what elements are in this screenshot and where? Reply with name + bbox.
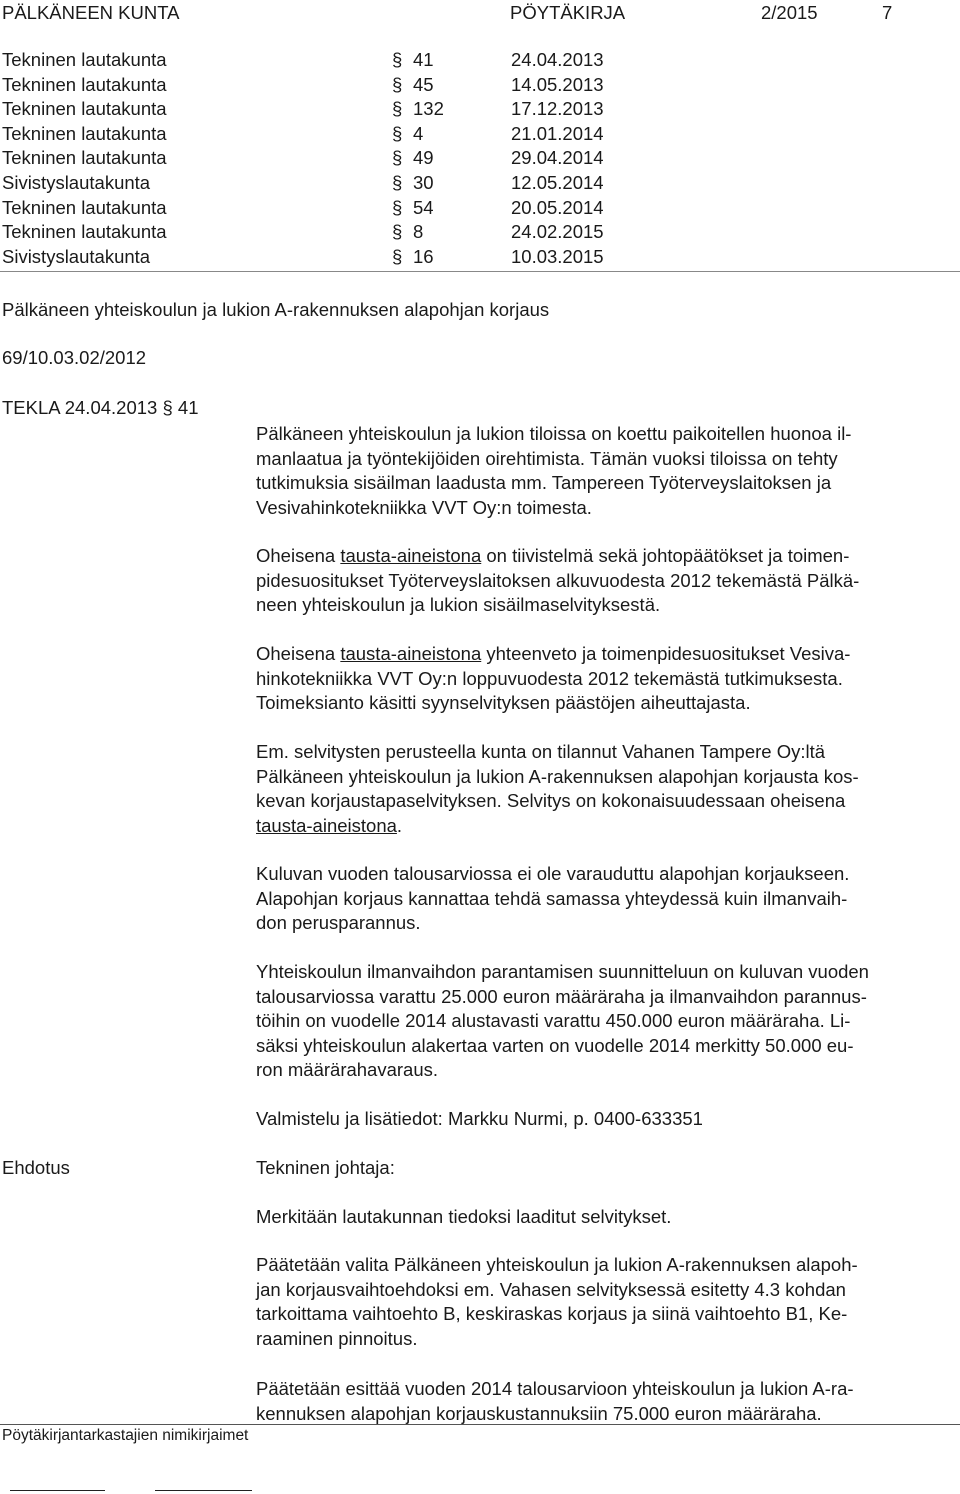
text-line: hinkotekniikka VVT Oy:n loppuvuodesta 2012 tekemästä tutkimuksesta. (256, 667, 843, 689)
proposal-item-1: Merkitään lautakunnan tiedoksi laaditut selvitykset. (256, 1206, 672, 1227)
history-body: Tekninen lautakunta (2, 49, 167, 70)
text-fragment: . (396, 814, 403, 836)
text-line: ron määrärahavaraus. (256, 1059, 439, 1080)
footer-initials-label: Pöytäkirjantarkastajien nimikirjaimet (2, 1427, 249, 1444)
text-line (256, 814, 956, 839)
text-fragment: on tiivistelmä sekä johtopäätökset ja toimen- (481, 545, 850, 566)
history-date: 14.05.2013 (511, 74, 604, 95)
history-section-number: 132 (413, 98, 444, 119)
section-sign: § (392, 246, 403, 267)
text-line: töihin on vuodelle 2014 alustavasti varattu 450.000 euron määräraha. Li- (256, 1010, 851, 1031)
subject-heading: Pälkäneen yhteiskoulun ja lukion A-rakennuksen alapohjan korjaus (2, 299, 550, 320)
history-date: 24.04.2013 (511, 49, 604, 70)
municipality-name: PÄLKÄNEEN KUNTA (2, 2, 180, 23)
section-sign: § (392, 98, 403, 119)
tekla-reference-text: TEKLA 24.04.2013 (2, 397, 158, 418)
history-section-number: 45 (413, 74, 434, 95)
section-sign: § (392, 197, 403, 218)
history-section-number: 8 (413, 221, 424, 242)
signature-line (10, 1490, 105, 1491)
text-line: Alapohjan korjaus kannattaa tehdä samassa yhteydessä kuin ilmanvaih- (256, 887, 848, 909)
attachment-link[interactable]: tausta-aineistona (340, 643, 482, 664)
history-body: Tekninen lautakunta (2, 74, 167, 95)
history-body: Tekninen lautakunta (2, 221, 167, 242)
text-line: don perusparannus. (256, 912, 421, 933)
history-date: 20.05.2014 (511, 197, 604, 218)
paragraph-budget-note (256, 862, 956, 936)
history-body: Tekninen lautakunta (2, 147, 167, 168)
section-sign: § (392, 74, 403, 95)
history-body: Sivistyslautakunta (2, 246, 151, 267)
history-date: 29.04.2014 (511, 147, 604, 168)
paragraph-appropriation (256, 960, 956, 1083)
document-type: PÖYTÄKIRJA (510, 2, 626, 23)
proposal-item-2 (256, 1253, 956, 1351)
paragraph-background (256, 422, 956, 520)
history-section-number: 16 (413, 246, 434, 267)
text-fragment: yhteenveto ja toimenpidesuositukset Vesiva- (481, 643, 851, 664)
history-body: Tekninen lautakunta (2, 98, 167, 119)
text-line: Kuluvan vuoden talousarviossa ei ole varauduttu alapohjan korjaukseen. (256, 863, 850, 884)
section-sign: § (392, 172, 403, 193)
document-number: 2/2015 (761, 2, 818, 23)
history-section-number: 49 (413, 147, 434, 168)
text-line: Päätetään valita Pälkäneen yhteiskoulun ja lukion A-rakennuksen alapoh- (256, 1254, 858, 1275)
history-date: 17.12.2013 (511, 98, 604, 119)
text-line: Pälkäneen yhteiskoulun ja lukion A-rakennuksen alapohjan korjausta kos- (256, 765, 859, 787)
section-sign: § (162, 397, 173, 418)
text-line: manlaatua ja työntekijöiden oirehtimista. Tämän vuoksi tiloissa on tehty (256, 447, 838, 469)
paragraph-attachment-1 (256, 544, 956, 618)
signature-line (155, 1490, 252, 1491)
history-date: 21.01.2014 (511, 123, 604, 144)
proposer: Tekninen johtaja: (256, 1157, 395, 1178)
attachment-link[interactable]: tausta-aineistona (256, 814, 397, 836)
text-line: tutkimuksia sisäilman laadusta mm. Tampereen Työterveyslaitoksen ja (256, 472, 832, 493)
text-line: talousarviossa varattu 25.000 euron määräraha ja ilmanvaihdon parannus- (256, 985, 867, 1007)
section-sign: § (392, 147, 403, 168)
footer-divider (0, 1424, 960, 1425)
paragraph-attachment-2 (256, 642, 956, 716)
text-line: Pälkäneen yhteiskoulun ja lukion tiloissa on koettu paikoitellen huonoa il- (256, 423, 852, 444)
text-line: Em. selvitysten perusteella kunta on tilannut Vahanen Tampere Oy:ltä (256, 741, 826, 762)
text-line: Päätetään esittää vuoden 2014 talousarvioon yhteiskoulun ja lukion A-ra- (256, 1378, 854, 1399)
history-section-number: 30 (413, 172, 434, 193)
text-line (256, 642, 956, 667)
text-fragment: Oheisena (256, 643, 341, 664)
section-sign: § (392, 49, 403, 70)
text-line: raaminen pinnoitus. (256, 1327, 418, 1349)
text-line: Vesivahinkotekniikka VVT Oy:n toimesta. (256, 496, 592, 518)
history-section-number: 41 (413, 49, 434, 70)
section-sign: § (392, 123, 403, 144)
text-line: kevan korjaustapaselvityksen. Selvitys on kokonaisuudessaan oheisena (256, 790, 846, 811)
text-line: kennuksen alapohjan korjauskustannuksiin 75.000 euron määräraha. (256, 1402, 822, 1424)
tekla-reference (2, 396, 198, 420)
proposal-item-3 (256, 1377, 956, 1426)
history-body: Sivistyslautakunta (2, 172, 151, 193)
preparation-contact: Valmistelu ja lisätiedot: Markku Nurmi, p. 0400-633351 (256, 1108, 703, 1129)
proposal-label: Ehdotus (2, 1157, 70, 1178)
text-line: Toimeksianto käsitti syynselvityksen päästöjen aiheuttajasta. (256, 692, 751, 713)
divider (0, 271, 960, 272)
paragraph-commission (256, 740, 956, 838)
diary-number: 69/10.03.02/2012 (2, 347, 147, 368)
history-body: Tekninen lautakunta (2, 123, 167, 144)
history-date: 10.03.2015 (511, 246, 604, 267)
tekla-section-number: 41 (177, 397, 199, 418)
text-line (256, 544, 956, 569)
page-number: 7 (882, 2, 893, 23)
history-section-number: 54 (413, 197, 434, 218)
history-body: Tekninen lautakunta (2, 197, 167, 218)
text-line: säksi yhteiskoulun alakertaa varten on vuodelle 2014 merkitty 50.000 eu- (256, 1034, 854, 1056)
history-date: 24.02.2015 (511, 221, 604, 242)
text-line: Yhteiskoulun ilmanvaihdon parantamisen suunnitteluun on kuluvan vuoden (256, 961, 869, 982)
history-date: 12.05.2014 (511, 172, 604, 193)
attachment-link[interactable]: tausta-aineistona (340, 545, 482, 566)
text-line: jan korjausvaihtoehdoksi em. Vahasen selvityksessä esitetty 4.3 kohdan (256, 1278, 846, 1300)
text-fragment: Oheisena (256, 545, 341, 566)
section-sign: § (392, 221, 403, 242)
text-line: neen yhteiskoulun ja lukion sisäilmaselvityksestä. (256, 594, 661, 615)
text-line: tarkoittama vaihtoehto B, keskiraskas korjaus ja siinä vaihtoehto B1, Ke- (256, 1303, 848, 1324)
history-section-number: 4 (413, 123, 424, 144)
text-line: pidesuositukset Työterveyslaitoksen alkuvuodesta 2012 tekemästä Pälkä- (256, 569, 860, 591)
